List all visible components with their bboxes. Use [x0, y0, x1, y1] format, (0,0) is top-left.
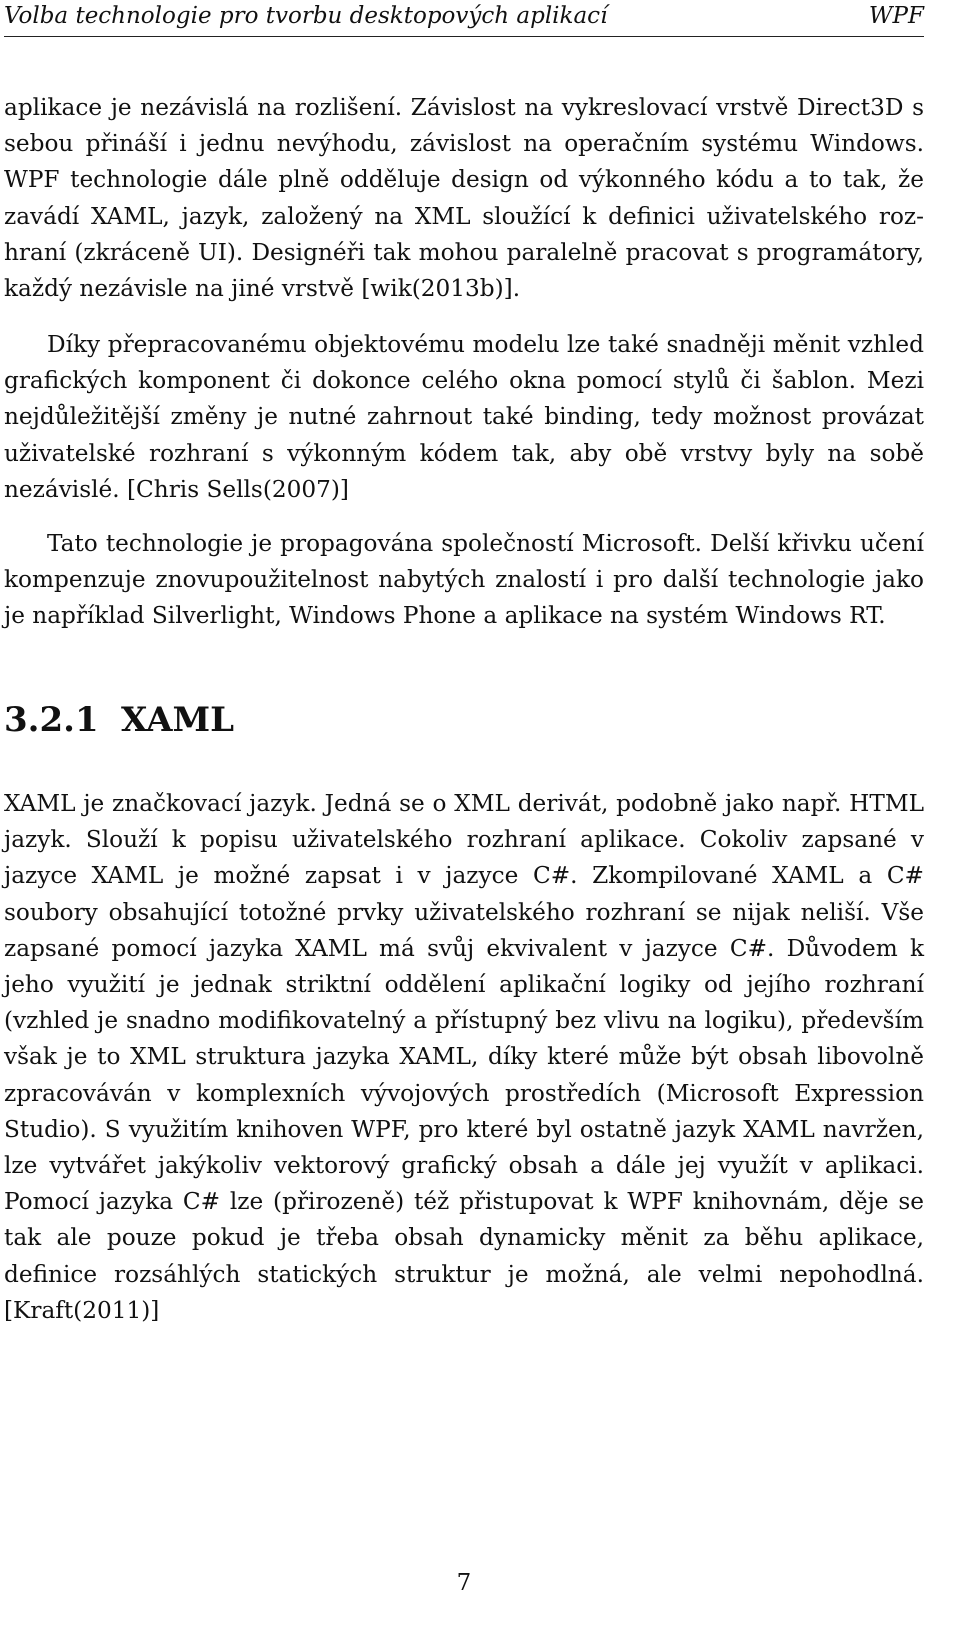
- section-title: XAML: [121, 700, 235, 740]
- paragraph-xaml: [4, 786, 924, 1329]
- paragraph-text: Tato technologie je propagována společností Microsoft. Delší křivku učení kompenzuje znovupoužitelnost nabytých znalostí i pro další technologie jako je například Silverlight, Windows Phone a aplikace na systém Windows RT.: [4, 530, 924, 630]
- header-chapter-label: WPF: [868, 3, 924, 29]
- section-heading: [4, 698, 234, 742]
- paragraph-microsoft: [4, 526, 924, 635]
- paragraph-text: aplikace je nezávislá na rozlišení. Závislost na vykreslovací vrstvě Direct3D s sebou přináší i jednu nevýhodu, závislost na operačním systému Windows. WPF technologie dále plně odděluje design od výkonného kódu a to tak, že zavádí XAML, jazyk, založený na XML sloužící k definici uživatelského rozhraní (zkráceně UI). Designéři tak mohou paralelně pracovat s programátory, každý nezávisle na jiné vrstvě [wik(2013b)].: [4, 94, 924, 303]
- header-document-title: Volba technologie pro tvorbu desktopových aplikací: [4, 3, 608, 29]
- paragraph-continued: [4, 90, 924, 307]
- paragraph-styles: [4, 327, 924, 508]
- paragraph-text: Díky přepracovanému objektovému modelu lze také snadněji měnit vzhled grafických komponent či dokonce celého okna pomocí stylů či šablon. Mezi nejdůležitější změny je nutné zahrnout také binding, tedy možnost provázat uživatelské rozhraní s výkonným kódem tak, aby obě vrstvy byly na sobě nezávislé. [Chris Sells(2007)]: [4, 331, 924, 503]
- paragraph-text: XAML je značkovací jazyk. Jedná se o XML derivát, podobně jako např. HTML jazyk. Slouží k popisu uživatelského rozhraní aplikace. Cokoliv zapsané v jazyce XAML je možné zapsat i v jazyce C#. Zkompilované XAML a C# soubory obsahující totožné prvky uživatelského rozhraní se nijak neliší. Vše zapsané pomocí jazyka XAML má svůj ekvivalent v jazyce C#. Důvodem k jeho využití je jednak striktní oddělení aplikační logiky od jejího rozhraní (vzhled je snadno modifikovatelný a přístupný bez vlivu na logiku), především však je to XML struktura jazyka XAML, díky které může být obsah libovolně zpracováván v komplexních vývojových prostředích (Microsoft Expression Studio). S využitím knihoven WPF, pro které byl ostatně jazyk XAML navržen, lze vytvářet jakýkoliv vektorový grafický obsah a dále jej využít v aplikaci. Pomocí jazyka C# lze (přirozeně) též přistupovat k WPF knihovnám, děje se tak ale pouze pokud je třeba obsah dynamicky měnit za běhu aplikace, definice rozsáhlých statických struktur je možná, ale velmi nepohodlná. [Kraft(2011)]: [4, 790, 924, 1324]
- page-number: 7: [456, 1570, 472, 1596]
- running-header: [4, 0, 924, 37]
- section-number: 3.2.1: [4, 700, 99, 740]
